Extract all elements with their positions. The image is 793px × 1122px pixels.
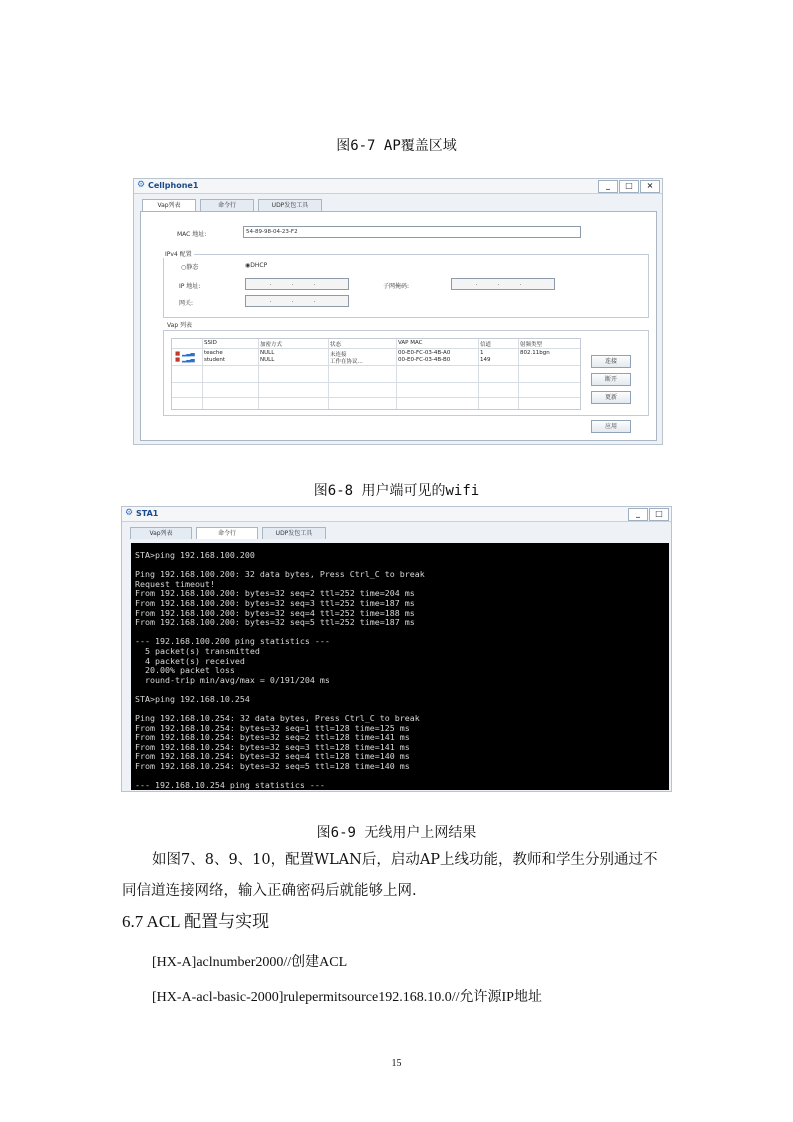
mac-field[interactable]: 54-89-98-04-23-F2 (243, 226, 581, 238)
terminal-line: 4 packet(s) received (135, 655, 245, 666)
tab-command-line[interactable]: 命令行 (196, 527, 258, 539)
page-number: 15 (391, 1058, 402, 1069)
cell-encryption: NULL (260, 350, 275, 356)
ip-label: IP 地址: (179, 283, 201, 290)
terminal-line: round-trip min/avg/max = 0/191/204 ms (135, 674, 330, 685)
cell-channel: 1 (480, 350, 484, 356)
tab-command-line[interactable]: 命令行 (200, 199, 254, 211)
close-button[interactable]: × (640, 180, 660, 193)
terminal-line: From 192.168.100.200: bytes=32 seq=4 ttl=252 time=188 ms (135, 607, 415, 618)
terminal-line: Ping 192.168.100.200: 32 data bytes, Press Ctrl_C to break (135, 569, 425, 580)
cell-vap-mac: 00-E0-FC-03-4B-A0 (398, 350, 451, 356)
terminal-output[interactable] (131, 543, 669, 790)
cell-vap-mac: 00-E0-FC-03-4B-B0 (398, 357, 451, 363)
terminal-line: From 192.168.10.254: bytes=32 seq=4 ttl=128 time=140 ms (135, 751, 410, 762)
col-radio-type: 射频类型 (520, 342, 543, 348)
signal-bars-icon: ▂▃▄ (182, 357, 195, 363)
figure-caption-6-8: 图6-8 用户端可见的wifi (313, 483, 480, 499)
window-titlebar (134, 179, 662, 194)
tab-udp-tool[interactable]: UDP发包工具 (262, 527, 326, 539)
col-ssid: SSID (204, 340, 217, 346)
col-vap-mac: VAP MAC (398, 340, 423, 346)
minimize-button[interactable]: _ (598, 180, 618, 193)
vap-panel (140, 211, 657, 441)
app-logo-icon: ⚙ (125, 508, 134, 518)
terminal-line: From 192.168.10.254: bytes=32 seq=1 ttl=128 time=125 ms (135, 722, 410, 733)
terminal-line: From 192.168.10.254: bytes=32 seq=3 ttl=128 time=141 ms (135, 741, 410, 752)
paragraph-line-1: 如图7、8、9、10，配置WLAN后，启动AP上线功能，教师和学生分别通过不 (152, 852, 658, 868)
window-titlebar (122, 507, 671, 522)
maximize-button[interactable]: □ (649, 508, 669, 521)
cell-status: 工作在协议... (330, 359, 363, 365)
gateway-label: 网关: (179, 300, 194, 307)
terminal-line: From 192.168.100.200: bytes=32 seq=2 ttl=252 time=204 ms (135, 588, 415, 599)
lock-icon: ■ (175, 351, 181, 357)
radio-static-label: 静态 (186, 264, 199, 271)
ipv4-group-label: IPv4 配置 (165, 251, 192, 258)
terminal-line: --- 192.168.100.200 ping statistics --- (135, 636, 330, 647)
app-logo-icon: ⚙ (137, 180, 146, 190)
terminal-line: From 192.168.10.254: bytes=32 seq=2 ttl=128 time=141 ms (135, 732, 410, 743)
tab-vap-list[interactable]: Vap列表 (142, 199, 196, 211)
cell-radio-type: 802.11bgn (520, 350, 550, 356)
minimize-button[interactable]: _ (628, 508, 648, 521)
cell-encryption: NULL (260, 357, 275, 363)
gateway-field[interactable]: . . . (245, 295, 349, 307)
col-channel: 信道 (480, 342, 492, 348)
cell-ssid: student (204, 357, 226, 363)
lock-icon: ■ (175, 357, 181, 363)
terminal-line: From 192.168.100.200: bytes=32 seq=5 ttl=252 time=187 ms (135, 617, 415, 628)
apply-button[interactable]: 应用 (591, 420, 631, 433)
subnet-field[interactable]: . . . (451, 278, 555, 290)
cell-channel: 149 (480, 357, 491, 363)
terminal-line: From 192.168.10.254: bytes=32 seq=5 ttl=128 time=140 ms (135, 761, 410, 772)
cell-status: 未连接 (330, 352, 347, 358)
terminal-line: STA>ping 192.168.10.254 (135, 693, 250, 704)
col-encryption: 加密方式 (260, 342, 283, 348)
tab-udp-tool[interactable]: UDP发包工具 (258, 199, 322, 211)
terminal-line: From 192.168.100.200: bytes=32 seq=3 ttl=252 time=187 ms (135, 597, 415, 608)
vap-group-label: Vap 列表 (167, 322, 193, 329)
figure-caption-6-9: 图6-9 无线用户上网结果 (316, 825, 477, 841)
ip-field[interactable]: . . . (245, 278, 349, 290)
figure-caption-6-7: 图6-7 AP覆盖区域 (336, 138, 457, 154)
connect-button[interactable]: 连接 (591, 355, 631, 368)
terminal-line: 5 packet(s) transmitted (135, 645, 260, 656)
terminal-line: STA>ping 192.168.100.200 (135, 550, 255, 560)
terminal-line: Ping 192.168.10.254: 32 data bytes, Press Ctrl_C to break (135, 713, 420, 724)
signal-bars-icon: ▂▃▄ (182, 351, 195, 357)
vap-table (171, 338, 581, 410)
subnet-label: 子网掩码: (383, 283, 410, 290)
terminal-line: --- 192.168.10.254 ping statistics --- (135, 780, 325, 790)
radio-dhcp[interactable]: ◉DHCP (245, 262, 268, 269)
tab-vap-list[interactable]: Vap列表 (130, 527, 192, 539)
terminal-line: Request timeout! (135, 578, 215, 589)
radio-dhcp-label: DHCP (250, 262, 268, 269)
update-button[interactable]: 更新 (591, 391, 631, 404)
mac-label: MAC 地址: (177, 231, 207, 238)
window-title: STA1 (136, 509, 159, 518)
cellphone-window (133, 178, 663, 445)
paragraph-line-2: 同信道连接网络，输入正确密码后就能够上网. (122, 883, 417, 899)
cell-ssid: teache (204, 350, 223, 356)
section-heading: 6.7 ACL 配置与实现 (122, 912, 270, 931)
code-line-1: [HX-A]aclnumber2000//创建ACL (152, 955, 348, 970)
terminal-line: 20.00% packet loss (135, 665, 235, 676)
sta-window (121, 506, 672, 792)
radio-static[interactable]: ○静态 (181, 264, 199, 271)
col-status: 状态 (330, 342, 342, 348)
maximize-button[interactable]: □ (619, 180, 639, 193)
disconnect-button[interactable]: 断开 (591, 373, 631, 386)
code-line-2: [HX-A-acl-basic-2000]rulepermitsource192.168.10.0//允许源IP地址 (152, 990, 542, 1005)
window-title: Cellphone1 (148, 181, 199, 190)
